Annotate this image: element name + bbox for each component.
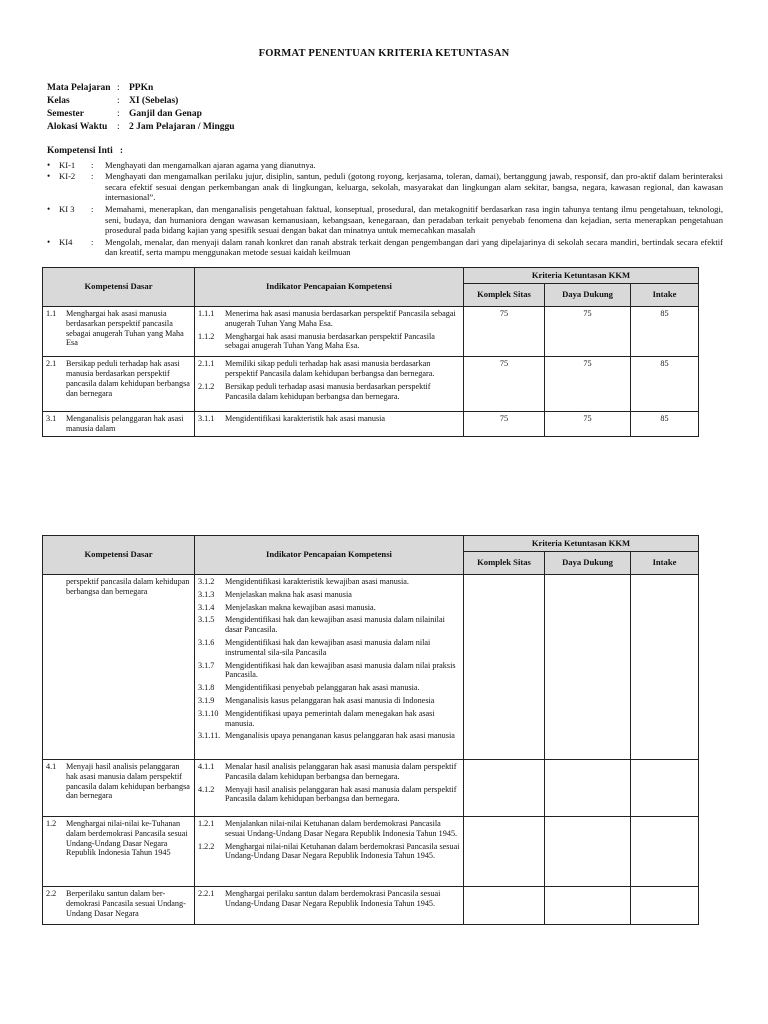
indicator-text: Menjalankan nilai-nilai Ketuhanan dalam berdemokrasi Pancasila sesuai Undang-Undang Dasar Negara Republik Indonesia Tahun 1945. — [225, 819, 458, 838]
basic-competency-cell — [43, 357, 195, 412]
indicator-number: 2.1.2 — [198, 381, 215, 391]
meta-label: Kelas — [47, 96, 70, 106]
table-row — [43, 817, 699, 887]
basic-competency-text: Menghargai nilai-nilai ke-Tuhanan dalam berdemokrasi Pancasila sesuai Undang-Undang Dasar Negara Republik Indonesia Tahun 1945 — [66, 819, 188, 858]
meta-colon: : — [117, 83, 120, 93]
bullet-icon: • — [47, 159, 51, 170]
intake-value: 85 — [631, 412, 699, 437]
core-competency-item — [47, 204, 723, 236]
ki-code: KI-2 — [59, 171, 76, 182]
meta-colon: : — [117, 109, 120, 119]
intake-value — [631, 817, 699, 887]
core-competency-item — [47, 160, 723, 171]
indicator-item — [198, 309, 460, 329]
intake-value: 85 — [631, 357, 699, 412]
document-title: FORMAT PENENTUAN KRITERIA KETUNTASAN — [258, 48, 510, 59]
indicator-item — [198, 577, 460, 587]
ki-code: KI 3 — [59, 203, 75, 214]
daya-dukung-value — [545, 575, 631, 760]
indicator-item — [198, 661, 460, 681]
indicator-text: Menghargai hak asasi manusia berdasarkan perspektif Pancasila sebagai anugerah Tuhan Yang Maha Esa. — [225, 331, 435, 351]
bullet-icon: • — [47, 203, 51, 214]
indicator-item — [198, 709, 460, 729]
kompleksitas-value — [464, 760, 545, 817]
meta-label: Alokasi Waktu — [47, 122, 108, 132]
indicator-item — [198, 638, 460, 658]
indicator-cell — [195, 760, 464, 817]
indicator-item — [198, 590, 460, 600]
basic-competency-number — [46, 577, 66, 597]
indicator-number: 2.1.1 — [198, 359, 215, 369]
meta-row — [47, 82, 235, 95]
meta-row — [47, 121, 235, 134]
daya-dukung-value: 75 — [545, 412, 631, 437]
ki-code: KI-1 — [59, 159, 76, 170]
ki-code: KI4 — [59, 236, 73, 247]
header-indikator: Indikator Pencapaian Kompetensi — [195, 536, 464, 575]
meta-value: PPKn — [129, 83, 154, 93]
indicator-item — [198, 696, 460, 706]
indicator-number: 3.1.8 — [198, 683, 215, 693]
indicator-number: 4.1.2 — [198, 784, 215, 794]
core-competency-item — [47, 237, 723, 258]
indicator-item — [198, 603, 460, 613]
basic-competency-text: Berperilaku santun dalam ber-demokrasi Pancasila sesuai Undang-Undang Dasar Negara — [66, 889, 186, 918]
indicator-cell — [195, 887, 464, 925]
basic-competency-number: 4.1 — [46, 762, 57, 771]
indicator-text: Menghargai nilai-nilai Ketuhanan dalam berdemokrasi Pancasila sesuai Undang-Undang Dasar Negara Republik Indonesia Tahun 1945. — [225, 841, 460, 861]
header-kkm: Kriteria Ketuntasan KKM — [464, 268, 699, 284]
intake-value — [631, 760, 699, 817]
indicator-text: Menalar hasil analisis pelanggaran hak asasi manusia dalam perspektif Pancasila dalam kehidupan berbangsa dan bernegara. — [225, 762, 457, 781]
basic-competency-cell — [43, 760, 195, 817]
ki-text: Menghayati dan mengamalkan ajaran agama yang dianutnya. — [105, 159, 316, 170]
indicator-cell — [195, 575, 464, 760]
kompleksitas-value — [464, 887, 545, 925]
subject-info — [47, 82, 235, 134]
indicator-text: Menganalisis upaya penanganan kasus pelanggaran hak asasi manusia — [225, 731, 455, 741]
basic-competency-text: Menganalisis pelanggaran hak asasi manusia dalam — [66, 414, 184, 433]
basic-competency-cell — [43, 887, 195, 925]
indicator-number: 1.2.2 — [198, 841, 215, 851]
meta-colon: : — [117, 96, 120, 106]
ki-colon: : — [91, 171, 94, 182]
intake-value — [631, 575, 699, 760]
bullet-icon: • — [47, 171, 51, 182]
header-kompleksitas: Komplek Sitas — [464, 284, 545, 307]
indicator-number: 1.1.1 — [198, 309, 215, 318]
indicator-number: 3.1.11. — [198, 731, 221, 741]
indicator-text: Mengidentifikasi penyebab pelanggaran hak asasi manusia. — [225, 683, 420, 693]
indicator-cell — [195, 357, 464, 412]
indicator-text: Mengidentifikasi hak dan kewajiban asasi manusia dalam nilai instrumental sila-sila Pancasila — [225, 637, 431, 657]
core-competencies: Kompetensi Inti : • KI-1 : Menghayati dan mengamalkan ajaran agama yang dianutnya. • KI-2 : Menghayati dan mengamalkan perilaku jujur, disiplin, santun, peduli (gotong royong, kerjasama, toleran, damai), bertanggung jawab, responsif, dan pro-aktif dalam berinteraksi secara efektif sesuai dengan perkembangan anak di lingkungan, keluarga, sekolah, masyarakat dan lingkungan alam sekitar, bangsa, negara, kawasan regional, dan kawasan internasional”. • KI 3 : Memahami, menerapkan, dan menganalisis pengetahuan faktual, konseptual, prosedural, dan metakognitif berdasarkan rasa ingin tahunya tentang ilmu pengetahuan, teknologi, seni, budaya, dan humaniora dengan wawasan kemanusiaan, kebangsaan, kenegaraan, dan peradaban terkait penyebab fenomena dan kejadian, serta menerapkan pengetahuan prosedural pada bidang kajian yang spesifik sesuai dengan bakat dan minatnya untuk memecahkan masalah • KI4 : Mengolah, menalar, dan menyaji dalam ranah konkret dan ranah abstrak terkait dengan pengembangan dari yang dipelajarinya di sekolah secara mandiri, bertindak secara efektif dan kreatif, serta mampu menggunakan metode sesuai kaidah keilmuan — [47, 146, 723, 258]
basic-competency-number: 2.1 — [46, 359, 57, 369]
basic-competency-cell — [43, 412, 195, 437]
intake-value — [631, 887, 699, 925]
meta-row — [47, 108, 235, 121]
indicator-number: 3.1.5 — [198, 615, 215, 625]
indicator-number: 3.1.7 — [198, 660, 215, 670]
indicator-text: Menerima hak asasi manusia berdasarkan perspektif Pancasila sebagai anugerah Tuhan Yang Maha Esa. — [225, 309, 456, 328]
indicator-item — [198, 332, 460, 352]
basic-competency-number: 1.1 — [46, 309, 57, 318]
meta-value: XI (Sebelas) — [129, 96, 179, 106]
basic-competency-cell — [43, 575, 195, 760]
indicator-number: 3.1.6 — [198, 637, 215, 647]
ki-text: Memahami, menerapkan, dan menganalisis pengetahuan faktual, konseptual, prosedural, dan metakognitif berdasarkan rasa ingin tahunya tentang ilmu pengetahuan, teknologi, seni, budaya, dan humaniora dengan wawasan kemanusiaan, kebangsaan, kenegaraan, dan peradaban terkait penyebab fenomena dan kejadian, serta menerapkan pengetahuan prosedural pada bidang kajian yang spesifik sesuai dengan bakat dan minatnya untuk memecahkan masalah — [105, 203, 723, 236]
indicator-item — [198, 359, 460, 379]
header-indikator: Indikator Pencapaian Kompetensi — [195, 268, 464, 307]
indicator-number: 3.1.1 — [198, 414, 215, 424]
indicator-number: 1.2.1 — [198, 819, 215, 828]
table-row — [43, 887, 699, 925]
meta-value: Ganjil dan Genap — [129, 109, 202, 119]
indicator-text: Mengidentifikasi karakteristik kewajiban asasi manusia. — [225, 577, 409, 586]
indicator-text: Bersikap peduli terhadap asasi manusia berdasarkan perspektif Pancasila dalam kehidupan berbangsa dan bernegara. — [225, 381, 431, 401]
indicator-item — [198, 414, 460, 424]
indicator-text: Menyaji hasil analisis pelanggaran hak asasi manusia dalam perspektif Pancasila dalam kehidupan berbangsa dan bernegara. — [225, 784, 457, 804]
core-competencies-heading: Kompetensi Inti — [47, 146, 113, 156]
header-daya-dukung: Daya Dukung — [545, 284, 631, 307]
table-row — [43, 760, 699, 817]
daya-dukung-value: 75 — [545, 357, 631, 412]
indicator-item — [198, 785, 460, 805]
header-kompetensi-dasar: Kompetensi Dasar — [43, 536, 195, 575]
indicator-text: Mengidentifikasi hak dan kewajiban asasi manusia dalam nilainilai dasar Pancasila. — [225, 615, 445, 635]
indicator-item — [198, 762, 460, 782]
indicator-item — [198, 615, 460, 635]
daya-dukung-value — [545, 817, 631, 887]
basic-competency-text: perspektif pancasila dalam kehidupan berbangsa dan bernegara — [66, 577, 190, 596]
indicator-item — [198, 842, 460, 862]
basic-competency-cell — [43, 817, 195, 887]
header-intake: Intake — [631, 552, 699, 575]
header-intake: Intake — [631, 284, 699, 307]
indicator-number: 3.1.2 — [198, 577, 215, 586]
ki-text: Menghayati dan mengamalkan perilaku jujur, disiplin, santun, peduli (gotong royong, kerjasama, toleran, damai), bertanggung jawab, responsif, dan pro-aktif dalam berinteraksi secara efektif sesuai dengan perkembangan anak di lingkungan, keluarga, sekolah, masyarakat dan lingkungan alam sekitar, bangsa, negara, kawasan regional, dan kawasan internasional”. — [105, 171, 723, 203]
meta-row — [47, 95, 235, 108]
basic-competency-number: 3.1 — [46, 414, 57, 424]
meta-colon: : — [117, 122, 120, 132]
kompleksitas-value: 75 — [464, 307, 545, 357]
indicator-number: 1.1.2 — [198, 331, 215, 341]
table-row — [43, 307, 699, 357]
intake-value: 85 — [631, 307, 699, 357]
indicator-text: Menghargai perilaku santun dalam berdemokrasi Pancasila sesuai Undang-Undang Dasar Negara Republik Indonesia Tahun 1945. — [225, 889, 441, 908]
ki-text: Mengolah, menalar, dan menyaji dalam ranah konkret dan ranah abstrak terkait dengan pengembangan dari yang dipelajarinya di sekolah secara mandiri, bertindak secara efektif dan kreatif, serta mampu menggunakan metode sesuai kaidah keilmuan — [105, 236, 723, 258]
daya-dukung-value — [545, 760, 631, 817]
kkm-table-1 — [42, 267, 699, 437]
basic-competency-text: Bersikap peduli terhadap hak asasi manusia berdasarkan perspektif pancasila dalam kehidupan berbangsa dan bernegara — [66, 359, 190, 398]
kompleksitas-value: 75 — [464, 412, 545, 437]
indicator-cell — [195, 412, 464, 437]
indicator-text: Menganalisis kasus pelanggaran hak asasi manusia di Indonesia — [225, 695, 435, 705]
kompleksitas-value — [464, 575, 545, 760]
kompleksitas-value — [464, 817, 545, 887]
indicator-text: Menjelaskan makna hak asasi manusia — [225, 589, 352, 599]
indicator-number: 3.1.4 — [198, 602, 215, 612]
meta-value: 2 Jam Pelajaran / Minggu — [129, 122, 235, 132]
indicator-number: 3.1.10 — [198, 708, 219, 718]
daya-dukung-value: 75 — [545, 307, 631, 357]
meta-label: Semester — [47, 109, 84, 119]
indicator-number: 3.1.9 — [198, 695, 215, 705]
indicator-text: Mengidentifikasi karakteristik hak asasi manusia — [225, 414, 386, 424]
indicator-item — [198, 819, 460, 839]
indicator-text: Menjelaskan makna kewajiban asasi manusia. — [225, 602, 376, 612]
header-kkm: Kriteria Ketuntasan KKM — [464, 536, 699, 552]
table-row — [43, 412, 699, 437]
header-kompleksitas: Komplek Sitas — [464, 552, 545, 575]
indicator-number: 4.1.1 — [198, 762, 215, 771]
indicator-text: Mengidentifikasi upaya pemerintah dalam menegakan hak asasi manusia. — [225, 708, 435, 728]
basic-competency-text: Menyaji hasil analisis pelanggaran hak asasi manusia dalam perspektif pancasila dalam kehidupan berbangsa dan bernegara — [66, 762, 190, 801]
basic-competency-cell — [43, 307, 195, 357]
indicator-text: Memiliki sikap peduli terhadap hak asasi manusia berdasarkan perspektif Pancasila dalam kehidupan berbangsa dan bernegara. — [225, 359, 435, 378]
indicator-text: Mengidentifikasi hak dan kewajiban asasi manusia dalam nilai praksis Pancasila. — [225, 660, 456, 680]
indicator-cell — [195, 817, 464, 887]
indicator-item — [198, 683, 460, 693]
table-row — [43, 357, 699, 412]
indicator-number: 3.1.3 — [198, 589, 215, 599]
meta-label: Mata Pelajaran — [47, 83, 111, 93]
basic-competency-number: 2.2 — [46, 889, 57, 898]
daya-dukung-value — [545, 887, 631, 925]
table-row — [43, 575, 699, 760]
indicator-item — [198, 382, 460, 402]
core-competency-item — [47, 171, 723, 203]
ki-colon: : — [91, 236, 94, 247]
indicator-item — [198, 731, 460, 741]
kkm-table-2 — [42, 535, 699, 925]
header-kompetensi-dasar: Kompetensi Dasar — [43, 268, 195, 307]
indicator-item — [198, 889, 460, 909]
kompleksitas-value: 75 — [464, 357, 545, 412]
basic-competency-number: 1.2 — [46, 819, 57, 828]
ki-colon: : — [91, 203, 94, 214]
header-daya-dukung: Daya Dukung — [545, 552, 631, 575]
bullet-icon: • — [47, 236, 51, 247]
indicator-cell — [195, 307, 464, 357]
ki-colon: : — [91, 159, 94, 170]
basic-competency-text: Menghargai hak asasi manusia berdasarkan perspektif pancasila sebagai anugerah Tuhan yang Maha Esa — [66, 309, 184, 348]
indicator-number: 2.2.1 — [198, 889, 215, 898]
